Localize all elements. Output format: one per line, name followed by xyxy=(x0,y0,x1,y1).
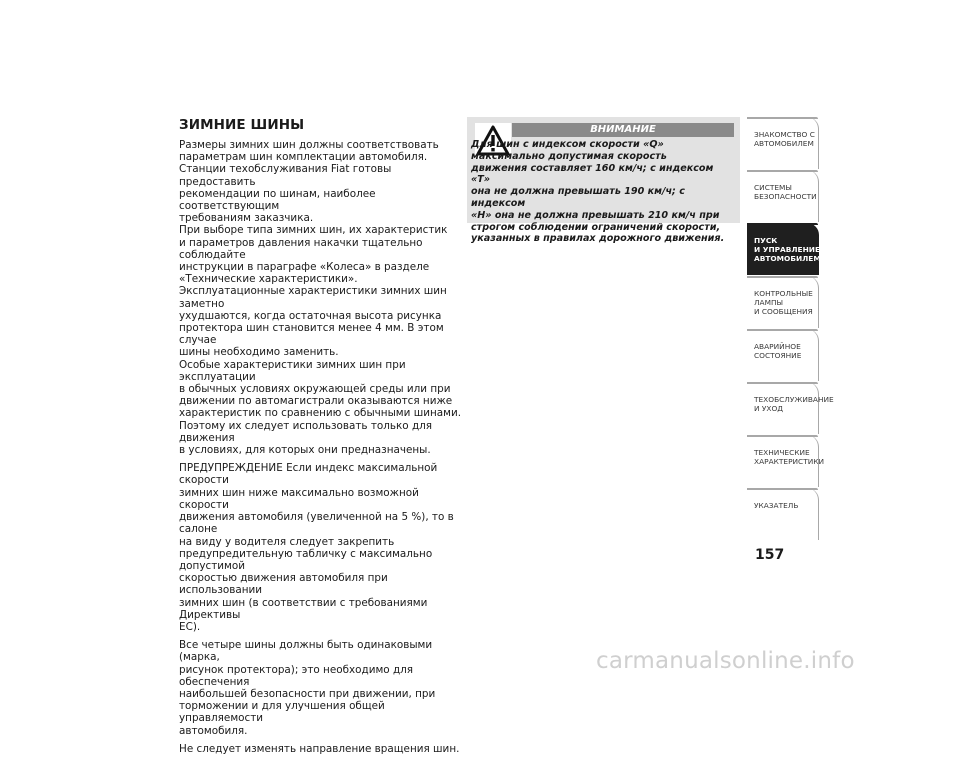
tab-label: УКАЗАТЕЛЬ xyxy=(754,501,799,510)
warning-text: Для шин с индексом скорости «Q» максимально допустимая скорость движения составляет 160 км/ч; с индексом «Т» она не должна превышать 190 км/ч; с индексом «Н» она не должна превышать 210 км/ч при строгом соблюдении ограничений скорости, указанных в правилах дорожного движения. xyxy=(471,139,725,245)
watermark: carmanualsonline.info xyxy=(596,648,855,674)
body-text xyxy=(179,139,461,761)
tab-starting-driving[interactable] xyxy=(747,223,819,275)
tab-label: ТЕХОБСЛУЖИВАНИЕ И УХОД xyxy=(754,395,834,413)
tab-label: ЗНАКОМСТВО С АВТОМОБИЛЕМ xyxy=(754,130,815,148)
tab-maintenance[interactable] xyxy=(747,382,834,434)
tab-label: ТЕХНИЧЕСКИЕ ХАРАКТЕРИСТИКИ xyxy=(754,448,825,466)
tab-technical-specs[interactable] xyxy=(747,435,825,487)
paragraph: Все четыре шины должны быть одинаковыми (марка, рисунок протектора); это необходимо для обеспечения наибольшей безопасности при движении, при торможении и для улучшения общей управляемости автомобиля. xyxy=(179,639,436,737)
tab-emergency[interactable] xyxy=(747,329,819,381)
tab-safety[interactable] xyxy=(747,170,819,222)
tab-label: АВАРИЙНОЕ СОСТОЯНИЕ xyxy=(754,342,802,360)
tab-label: СИСТЕМЫ БЕЗОПАСНОСТИ xyxy=(754,183,817,201)
tab-label: ПУСК И УПРАВЛЕНИЕ АВТОМОБИЛЕМ xyxy=(754,236,821,263)
page-number: 157 xyxy=(755,547,785,563)
tab-index[interactable] xyxy=(747,488,819,540)
paragraph: ПРЕДУПРЕЖДЕНИЕ Если индекс максимальной скорости зимних шин ниже максимально возможной скорости движения автомобиля (увеличенной на 5 %), то в салоне на виду у водителя следует закрепить предупредительную табличку с максимально допустимой скоростью движения автомобиля при использовании зимних шин (в соответствии с требованиями Директивы ЕС). xyxy=(179,462,454,633)
tab-warning-lights[interactable] xyxy=(747,276,819,328)
paragraph: Не следует изменять направление вращения шин. xyxy=(179,742,460,755)
warning-heading: ВНИМАНИЕ xyxy=(512,123,734,137)
page-title: ЗИМНИЕ ШИНЫ xyxy=(179,117,305,133)
warning-box xyxy=(467,117,740,245)
paragraph: Размеры зимних шин должны соответствовать параметрам шин комплектации автомобиля. Станции техобслуживания Fiat готовы предоставить рекомендации по шинам, наиболее соответствующим требованиям заказчика. При выборе типа зимних шин, их характеристик и параметров давления накачки тщательно соблюдайте инструкции в параграфе «Колеса» в разделе «Технические характеристики». Эксплуатационные характеристики зимних шин заметно ухудшаются, когда остаточная высота рисунка протектора шин становится менее 4 мм. В этом случае шины необходимо заменить. Особые характеристики зимних шин при эксплуатации в обычных условиях окружающей среды или при движении по автомагистрали оказываются ниже характеристик по сравнению с обычными шинами. Поэтому их следует использовать только для движения в условиях, для которых они предназначены. xyxy=(179,139,462,457)
tab-label: КОНТРОЛЬНЫЕ ЛАМПЫ И СООБЩЕНИЯ xyxy=(754,289,813,316)
tab-getting-to-know[interactable] xyxy=(747,117,819,169)
section-tabs xyxy=(747,117,834,541)
